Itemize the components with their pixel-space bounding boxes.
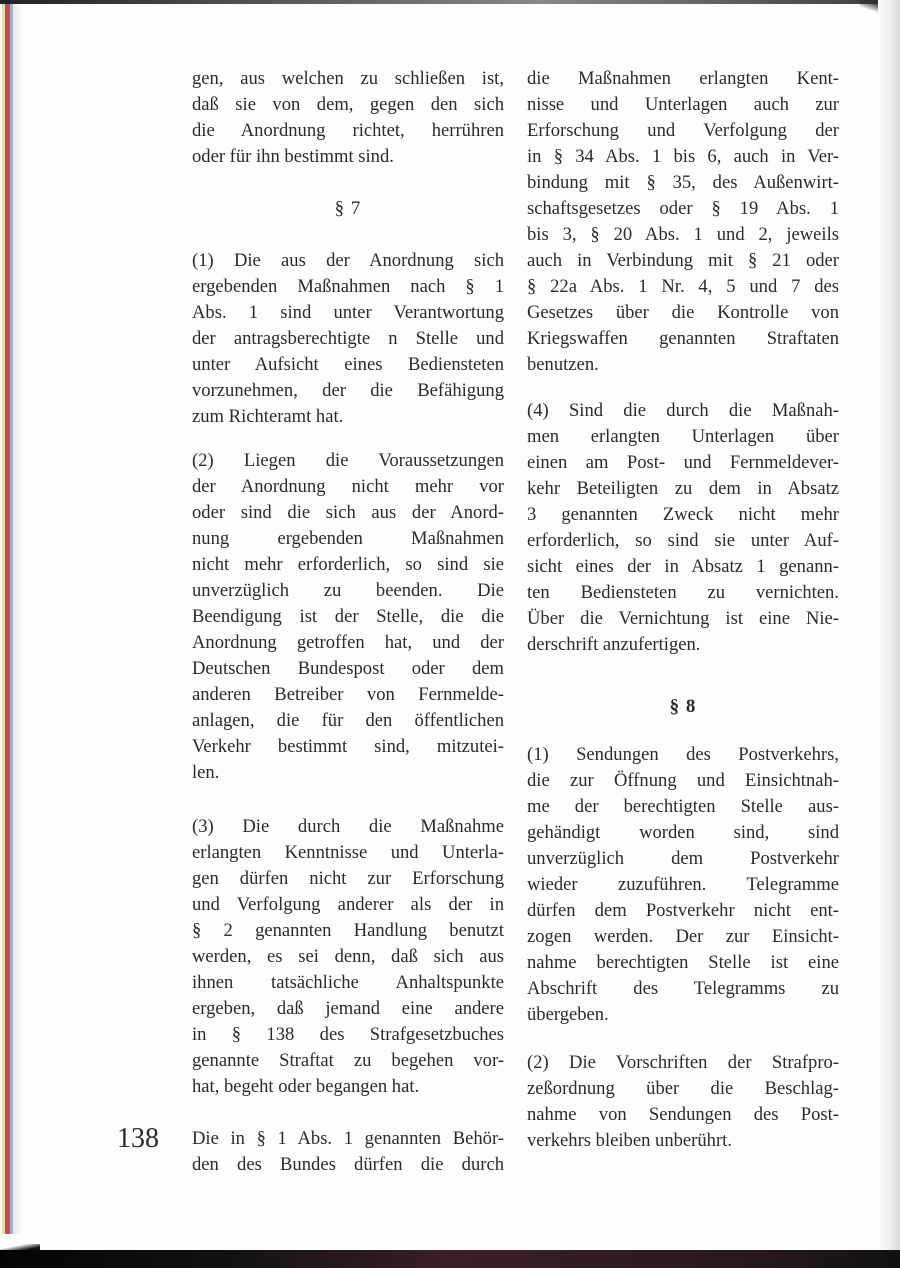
text-line: (4) Sind die durch die Maßnah- xyxy=(527,400,839,421)
text-line: die Maßnahmen erlangten Kent- xyxy=(527,68,839,89)
text-line: anlagen, die für den öffentlichen xyxy=(192,710,504,731)
text-line: erlangten Kenntnisse und Unterla- xyxy=(192,842,504,863)
text-line: ergeben, daß jemand eine andere xyxy=(192,998,504,1019)
text-line: nung ergebenden Maßnahmen xyxy=(192,528,504,549)
text-line: kehr Beteiligten zu dem in Absatz xyxy=(527,478,839,499)
text-line: zeßordnung über die Beschlag- xyxy=(527,1078,839,1099)
page-right-shadow xyxy=(878,0,900,1268)
section-heading-8: § 8 xyxy=(669,696,697,717)
paragraph-7-3-continuation xyxy=(527,66,839,378)
text-line: Über die Vernichtung ist eine Nie- xyxy=(527,608,839,629)
text-line: daß sie von dem, gegen den sich xyxy=(192,94,504,115)
text-line: (2) Liegen die Voraussetzungen xyxy=(192,450,504,471)
paragraph-8-1 xyxy=(527,742,839,1028)
text-line: hat, begeht oder begangen hat. xyxy=(192,1076,420,1097)
text-line: genannte Straftat zu begehen vor- xyxy=(192,1050,504,1071)
text-line: in § 138 des Strafgesetzbuches xyxy=(192,1024,504,1045)
text-line: übergeben. xyxy=(527,1004,609,1025)
text-line: nisse und Unterlagen auch zur xyxy=(527,94,839,115)
right-column xyxy=(527,66,839,1154)
text-line: derschrift anzufertigen. xyxy=(527,634,701,655)
binding-shadow xyxy=(13,4,23,1234)
text-line: zogen werden. Der zur Einsicht- xyxy=(527,926,839,947)
continuation-paragraph xyxy=(192,66,504,170)
text-line: (3) Die durch die Maßnahme xyxy=(192,816,504,837)
text-line: Die in § 1 Abs. 1 genannten Behör- xyxy=(192,1128,504,1149)
text-line: erforderlich, so sind sie unter Auf- xyxy=(527,530,839,551)
page-number: 138 xyxy=(117,1123,159,1154)
text-line: nahme von Sendungen des Post- xyxy=(527,1104,839,1125)
paragraph-7-1 xyxy=(192,248,504,430)
text-line: den des Bundes dürfen die durch xyxy=(192,1154,504,1175)
text-line: nahme berechtigten Stelle ist eine xyxy=(527,952,839,973)
text-line: Beendigung ist der Stelle, die die xyxy=(192,606,504,627)
text-line: len. xyxy=(192,762,220,783)
text-line: ergebenden Maßnahmen nach § 1 xyxy=(192,276,504,297)
text-line: wieder zuzuführen. Telegramme xyxy=(527,874,839,895)
text-line: schaftsgesetzes oder § 19 Abs. 1 xyxy=(527,198,839,219)
text-line: dürfen dem Postverkehr nicht ent- xyxy=(527,900,839,921)
text-line: Deutschen Bundespost oder dem xyxy=(192,658,504,679)
text-line: nicht mehr erforderlich, so sind sie xyxy=(192,554,504,575)
text-line: in § 34 Abs. 1 bis 6, auch in Ver- xyxy=(527,146,839,167)
text-line: (2) Die Vorschriften der Strafpro- xyxy=(527,1052,839,1073)
page-bottom-edge xyxy=(0,1250,900,1268)
paragraph-7-3 xyxy=(192,814,504,1100)
text-line: ten Bediensteten zu vernichten. xyxy=(527,582,839,603)
text-line: gen, aus welchen zu schließen ist, xyxy=(192,68,504,89)
paragraph-7-2 xyxy=(192,448,504,786)
text-line: (1) Die aus der Anordnung sich xyxy=(192,250,504,271)
left-column xyxy=(192,66,504,1178)
text-line: ihnen tatsächliche Anhaltspunkte xyxy=(192,972,504,993)
text-line: bindung mit § 35, des Außenwirt- xyxy=(527,172,839,193)
text-line: oder für ihn bestimmt sind. xyxy=(192,146,394,167)
section-heading-7: § 7 xyxy=(334,198,362,219)
text-line: § 2 genannten Handlung benutzt xyxy=(192,920,504,941)
text-line: Abs. 1 sind unter Verantwortung xyxy=(192,302,504,323)
paragraph-7-4 xyxy=(527,398,839,658)
text-line: einen am Post- und Fernmeldever- xyxy=(527,452,839,473)
paragraph-7-3-continued xyxy=(192,1126,504,1178)
page-top-edge xyxy=(0,0,900,4)
text-line: 3 genannten Zweck nicht mehr xyxy=(527,504,839,525)
text-line: der Anordnung nicht mehr vor xyxy=(192,476,504,497)
text-line: gehändigt worden sind, sind xyxy=(527,822,839,843)
text-line: anderen Betreiber von Fernmelde- xyxy=(192,684,504,705)
paragraph-8-2 xyxy=(527,1050,839,1154)
text-line: me der berechtigten Stelle aus- xyxy=(527,796,839,817)
text-line: oder sind die sich aus der Anord- xyxy=(192,502,504,523)
text-line: Anordnung getroffen hat, und der xyxy=(192,632,504,653)
text-line: werden, es sei denn, daß sich aus xyxy=(192,946,504,967)
text-line: § 22a Abs. 1 Nr. 4, 5 und 7 des xyxy=(527,276,839,297)
text-line: Verkehr bestimmt sind, mitzutei- xyxy=(192,736,504,757)
text-line: benutzen. xyxy=(527,354,599,375)
text-line: zum Richteramt hat. xyxy=(192,406,344,427)
text-line: unverzüglich zu beenden. Die xyxy=(192,580,504,601)
text-line: der antragsberechtigte n Stelle und xyxy=(192,328,504,349)
text-line: bis 3, § 20 Abs. 1 und 2, jeweils xyxy=(527,224,839,245)
text-line: die Anordnung richtet, herrühren xyxy=(192,120,504,141)
text-line: (1) Sendungen des Postverkehrs, xyxy=(527,744,839,765)
text-line: verkehrs bleiben unberührt. xyxy=(527,1130,732,1151)
text-line: Abschrift des Telegramms zu xyxy=(527,978,839,999)
text-line: auch in Verbindung mit § 21 oder xyxy=(527,250,839,271)
text-line: vorzunehmen, der die Befähigung xyxy=(192,380,504,401)
text-line: unverzüglich dem Postverkehr xyxy=(527,848,839,869)
text-line: gen dürfen nicht zur Erforschung xyxy=(192,868,504,889)
text-line: sicht eines der in Absatz 1 genann- xyxy=(527,556,839,577)
text-line: men erlangten Unterlagen über xyxy=(527,426,839,447)
text-line: die zur Öffnung und Einsichtnah- xyxy=(527,770,839,791)
text-line: Gesetzes über die Kontrolle von xyxy=(527,302,839,323)
text-line: und Verfolgung anderer als der in xyxy=(192,894,504,915)
text-line: Kriegswaffen genannten Straftaten xyxy=(527,328,839,349)
text-line: unter Aufsicht eines Bediensteten xyxy=(192,354,504,375)
text-line: Erforschung und Verfolgung der xyxy=(527,120,839,141)
